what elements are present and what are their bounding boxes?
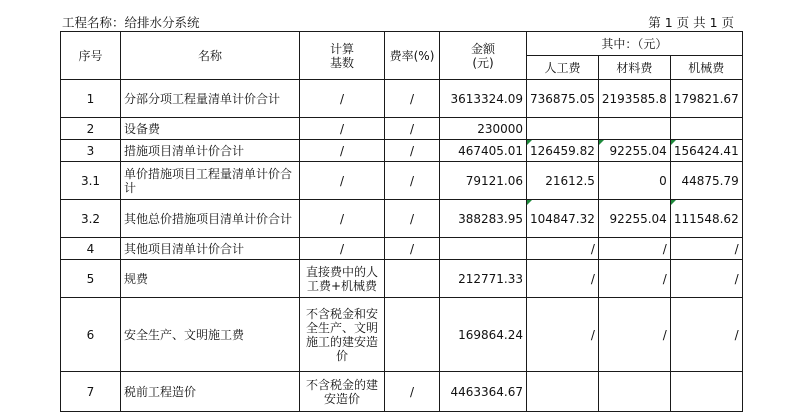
- row-labor: [527, 118, 599, 140]
- row-rate: /: [385, 80, 440, 118]
- row-machine: /: [670, 238, 742, 260]
- row-base: 直接费中的人工费+机械费: [300, 260, 385, 298]
- row-seq: 5: [61, 260, 121, 298]
- row-name: 税前工程造价: [121, 372, 300, 412]
- table-row: [61, 118, 743, 140]
- row-machine: 44875.79: [670, 162, 742, 200]
- row-material: 2193585.8: [598, 80, 670, 118]
- table-row: [61, 200, 743, 238]
- row-material: [598, 118, 670, 140]
- row-seq: 3.2: [61, 200, 121, 238]
- cost-summary-table: [60, 31, 743, 412]
- row-labor: /: [527, 260, 599, 298]
- row-rate: /: [385, 140, 440, 162]
- row-machine: [670, 372, 742, 412]
- row-rate: /: [385, 162, 440, 200]
- col-header-material: 材料费: [598, 56, 670, 80]
- row-rate: /: [385, 118, 440, 140]
- row-amount: [440, 238, 527, 260]
- row-amount: 169864.24: [440, 298, 527, 372]
- col-header-seq: 序号: [61, 32, 121, 80]
- row-rate: /: [385, 372, 440, 412]
- row-material: /: [598, 298, 670, 372]
- col-header-rate: 费率(%): [385, 32, 440, 80]
- table-row: [61, 238, 743, 260]
- table-row: [61, 298, 743, 372]
- row-name: 分部分项工程量清单计价合计: [121, 80, 300, 118]
- row-material: 0: [598, 162, 670, 200]
- row-seq: 3: [61, 140, 121, 162]
- row-rate: /: [385, 238, 440, 260]
- row-material: 92255.04: [598, 140, 670, 162]
- row-name: 措施项目清单计价合计: [121, 140, 300, 162]
- row-material: /: [598, 260, 670, 298]
- row-base: 不含税金和安全生产、文明施工的建安造价: [300, 298, 385, 372]
- row-machine: 179821.67: [670, 80, 742, 118]
- page-info: 第 1 页 共 1 页: [648, 15, 734, 30]
- row-labor: [527, 372, 599, 412]
- row-machine: [670, 118, 742, 140]
- row-labor: 126459.82: [527, 140, 599, 162]
- row-material: 92255.04: [598, 200, 670, 238]
- row-seq: 6: [61, 298, 121, 372]
- row-amount: 4463364.67: [440, 372, 527, 412]
- row-base: /: [300, 200, 385, 238]
- col-header-amount: 金额 (元): [440, 32, 527, 80]
- row-base: /: [300, 162, 385, 200]
- row-labor: /: [527, 238, 599, 260]
- row-amount: 212771.33: [440, 260, 527, 298]
- table-row: [61, 162, 743, 200]
- row-labor: 21612.5: [527, 162, 599, 200]
- project-name: 工程名称：给排水分系统: [62, 15, 200, 30]
- col-header-base: 计算 基数: [300, 32, 385, 80]
- row-seq: 7: [61, 372, 121, 412]
- row-amount: 3613324.09: [440, 80, 527, 118]
- row-name: 其他总价措施项目清单计价合计: [121, 200, 300, 238]
- row-rate: [385, 260, 440, 298]
- row-material: [598, 372, 670, 412]
- row-material: /: [598, 238, 670, 260]
- row-base: /: [300, 118, 385, 140]
- row-machine: /: [670, 260, 742, 298]
- row-machine: 156424.41: [670, 140, 742, 162]
- row-seq: 1: [61, 80, 121, 118]
- table-row: [61, 372, 743, 412]
- col-header-labor: 人工费: [527, 56, 599, 80]
- col-header-machine: 机械费: [670, 56, 742, 80]
- row-base: /: [300, 80, 385, 118]
- row-amount: 79121.06: [440, 162, 527, 200]
- row-machine: 111548.62: [670, 200, 742, 238]
- row-base: /: [300, 140, 385, 162]
- row-labor: 736875.05: [527, 80, 599, 118]
- col-header-of-which: 其中：（元）: [527, 32, 743, 56]
- table-row: [61, 260, 743, 298]
- row-labor: /: [527, 298, 599, 372]
- row-rate: [385, 298, 440, 372]
- row-machine: /: [670, 298, 742, 372]
- row-name: 设备费: [121, 118, 300, 140]
- table-row: [61, 80, 743, 118]
- row-amount: 388283.95: [440, 200, 527, 238]
- row-name: 规费: [121, 260, 300, 298]
- row-name: 单价措施项目工程量清单计价合计: [121, 162, 300, 200]
- row-seq: 3.1: [61, 162, 121, 200]
- table-row: [61, 140, 743, 162]
- row-labor: 104847.32: [527, 200, 599, 238]
- row-base: /: [300, 238, 385, 260]
- row-amount: 230000: [440, 118, 527, 140]
- row-rate: /: [385, 200, 440, 238]
- row-amount: 467405.01: [440, 140, 527, 162]
- row-seq: 4: [61, 238, 121, 260]
- row-base: 不含税金的建安造价: [300, 372, 385, 412]
- row-name: 其他项目清单计价合计: [121, 238, 300, 260]
- row-seq: 2: [61, 118, 121, 140]
- col-header-name: 名称: [121, 32, 300, 80]
- row-name: 安全生产、文明施工费: [121, 298, 300, 372]
